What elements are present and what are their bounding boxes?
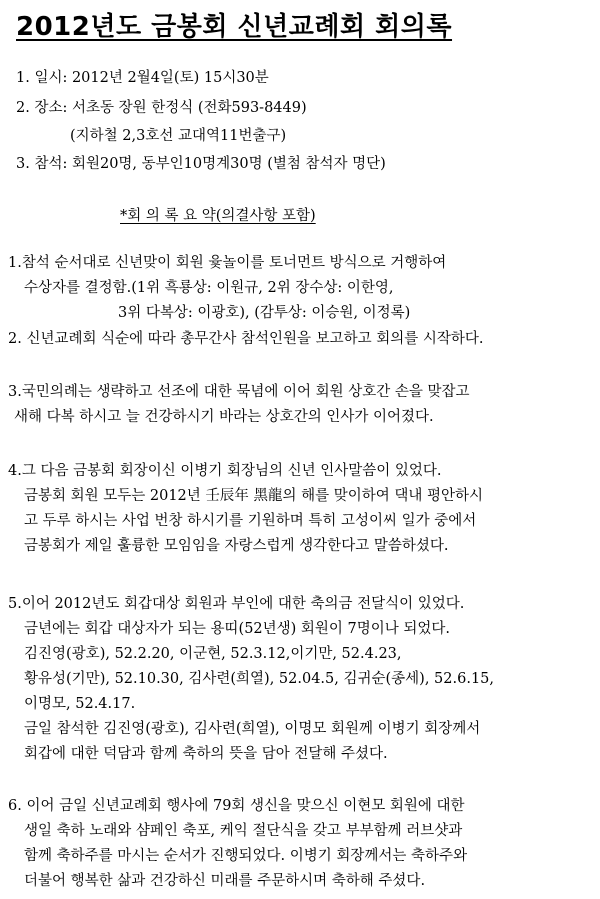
document-title: 2012년도 금봉회 신년교례회 회의록 bbox=[16, 12, 453, 42]
minutes-line: 새해 다복 하시고 늘 건강하시기 바라는 상호간의 인사가 이어졌다. bbox=[14, 409, 434, 425]
meta-location-subway: (지하철 2,3호선 교대역11번출구) bbox=[70, 128, 287, 144]
minutes-line: 더불어 행복한 삶과 건강하신 미래를 주문하시며 축하해 주셨다. bbox=[24, 873, 426, 889]
minutes-line: 고 두루 하시는 사업 번창 하시기를 기원하며 특히 고성이씨 일가 중에서 bbox=[24, 513, 477, 529]
minutes-line: 금년에는 회갑 대상자가 되는 용띠(52년생) 회원이 7명이나 되었다. bbox=[24, 621, 451, 637]
minutes-item-5 bbox=[8, 592, 494, 767]
meta-date: 1. 일시: 2012년 2월4일(토) 15시30분 bbox=[16, 70, 269, 86]
summary-heading: *회 의 록 요 약(의결사항 포함) bbox=[120, 208, 316, 224]
minutes-line: 2. 신년교례회 식순에 따라 총무간사 참석인원을 보고하고 회의를 시작하다. bbox=[8, 331, 484, 347]
minutes-item-3 bbox=[8, 380, 470, 430]
meta-location: 2. 장소: 서초동 장원 한정식 (전화593-8449) bbox=[16, 100, 307, 116]
minutes-line: 6. 이어 금일 신년교례회 행사에 79회 생신을 맞으신 이현모 회원에 대한 bbox=[8, 798, 465, 814]
minutes-item-1 bbox=[8, 251, 446, 326]
minutes-line: 1.참석 순서대로 신년맞이 회원 윷놀이를 토너먼트 방식으로 거행하여 bbox=[8, 255, 447, 271]
minutes-item-6 bbox=[8, 794, 467, 894]
minutes-item-2 bbox=[8, 327, 484, 352]
minutes-line: 함께 축하주를 마시는 순서가 진행되었다. 이병기 회장께서는 축하주와 bbox=[24, 848, 468, 864]
minutes-line: 수상자를 결정함.(1위 흑룡상: 이원규, 2위 장수상: 이한영, bbox=[24, 280, 394, 296]
minutes-item-4 bbox=[8, 459, 483, 559]
minutes-line: 5.이어 2012년도 회갑대상 회원과 부인에 대한 축의금 전달식이 있었다. bbox=[8, 596, 465, 612]
meta-attendance: 3. 참석: 회원20명, 동부인10명계30명 (별첨 참석자 명단) bbox=[16, 156, 386, 172]
minutes-line: 회갑에 대한 덕담과 함께 축하의 뜻을 담아 전달해 주셨다. bbox=[24, 746, 388, 762]
minutes-line: 3위 다복상: 이광호), (감투상: 이승원, 이정록) bbox=[118, 305, 411, 321]
minutes-line: 생일 축하 노래와 샴페인 축포, 케익 절단식을 갖고 부부함께 러브샷과 bbox=[24, 823, 463, 839]
minutes-line: 금봉회 회원 모두는 2012년 壬辰年 黑龍의 해를 맞이하여 댁내 평안하시 bbox=[24, 488, 484, 504]
minutes-line: 금일 참석한 김진영(광호), 김사련(희열), 이명모 회원께 이병기 회장께서 bbox=[24, 721, 481, 737]
minutes-line: 이명모, 52.4.17. bbox=[24, 696, 136, 712]
minutes-line: 4.그 다음 금봉회 회장이신 이병기 회장님의 신년 인사말씀이 있었다. bbox=[8, 463, 442, 479]
minutes-line: 3.국민의례는 생략하고 선조에 대한 묵념에 이어 회원 상호간 손을 맞잡고 bbox=[8, 384, 470, 400]
minutes-line: 김진영(광호), 52.2.20, 이군현, 52.3.12,이기만, 52.4.23, bbox=[24, 646, 402, 662]
minutes-line: 황유성(기만), 52.10.30, 김사련(희열), 52.04.5, 김귀순(종세), 52.6.15, bbox=[24, 671, 495, 687]
minutes-line: 금봉회가 제일 훌륭한 모임임을 자랑스럽게 생각한다고 말씀하셨다. bbox=[24, 538, 449, 554]
